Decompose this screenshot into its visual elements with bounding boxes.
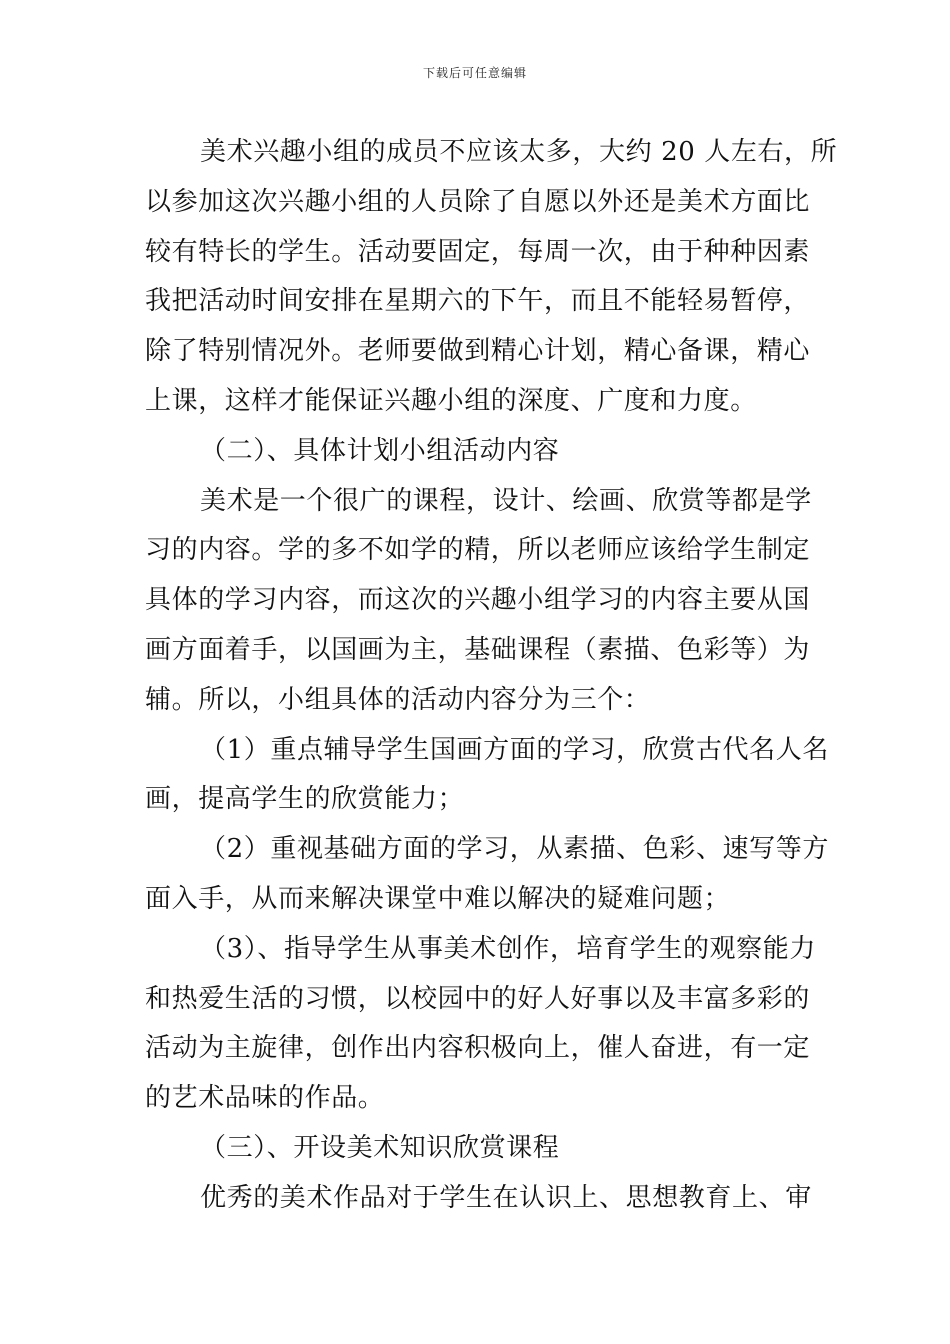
text-line: 的艺术品味的作品。 — [145, 1083, 385, 1114]
text-line: 辅。所以，小组具体的活动内容分为三个： — [145, 684, 651, 715]
text-line: 画，提高学生的欣赏能力； — [145, 784, 465, 815]
text-line: 除了特别情况外。老师要做到精心计划，精心备课，精心 — [145, 336, 811, 367]
header-note: 下载后可任意编辑 — [422, 66, 527, 80]
text-line: 具体的学习内容，而这次的兴趣小组学习的内容主要从国 — [145, 585, 811, 616]
text-line: 美术兴趣小组的成员不应该太多，大约 20 人左右，所 — [200, 137, 838, 167]
text-line: 活动为主旋律，创作出内容积极向上，催人奋进，有一定 — [145, 1033, 811, 1064]
document-body — [145, 128, 838, 1224]
section-heading: （二）、具体计划小组活动内容 — [200, 435, 560, 466]
text-line: 优秀的美术作品对于学生在认识上、思想教育上、审 — [200, 1182, 812, 1213]
section-heading: （三）、开设美术知识欣赏课程 — [200, 1132, 560, 1163]
list-item-3: （3）、指导学生从事美术创作，培育学生的观察能力 — [200, 933, 816, 964]
text-line: 和热爱生活的习惯，以校园中的好人好事以及丰富多彩的 — [145, 983, 811, 1014]
list-item-1: （1）重点辅导学生国画方面的学习，欣赏古代名人名 — [200, 734, 829, 765]
text-line: 以参加这次兴趣小组的人员除了自愿以外还是美术方面比 — [145, 186, 811, 217]
text-line: 我把活动时间安排在星期六的下午，而且不能轻易暂停， — [145, 286, 811, 317]
text-line: 美术是一个很广的课程，设计、绘画、欣赏等都是学 — [200, 485, 812, 516]
text-line: 画方面着手，以国画为主，基础课程（素描、色彩等）为 — [145, 634, 811, 665]
text-line: 习的内容。学的多不如学的精，所以老师应该给学生制定 — [145, 535, 811, 566]
text-line: 面入手，从而来解决课堂中难以解决的疑难问题； — [145, 883, 731, 914]
text-line: 较有特长的学生。活动要固定，每周一次，由于种种因素 — [145, 236, 811, 267]
list-item-2: （2）重视基础方面的学习，从素描、色彩、速写等方 — [200, 834, 829, 865]
text-line: 上课，这样才能保证兴趣小组的深度、广度和力度。 — [145, 385, 757, 416]
